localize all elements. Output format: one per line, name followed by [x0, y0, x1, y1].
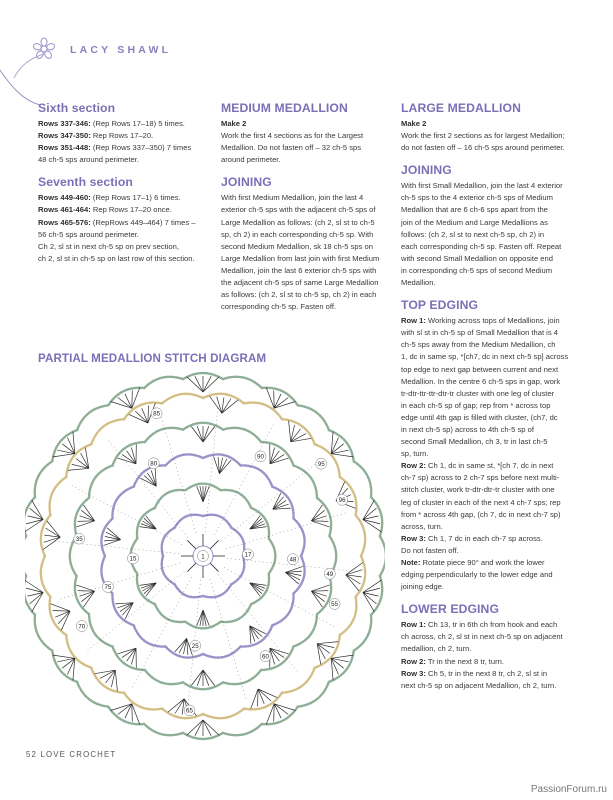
stitch-fan	[79, 516, 94, 521]
stitch-fan	[363, 500, 374, 519]
chain-loop	[162, 528, 175, 556]
instruction-line: top edge to next gap between current and next	[401, 364, 559, 374]
stitch-fan	[203, 377, 219, 392]
top-edging-body	[401, 315, 591, 593]
instruction-line: Work the first 2 sections as for largest Medallion;	[401, 131, 565, 141]
stitch-fan	[270, 648, 289, 654]
stitch-fan	[195, 376, 203, 392]
stitch-fan	[58, 611, 70, 624]
instruction-line: Large Medallion from last join with first Medium	[221, 253, 380, 263]
chain-loop	[221, 604, 252, 622]
instruction-line: joining edge.	[401, 582, 445, 592]
stitch-fan	[148, 406, 149, 423]
chain-loop	[25, 536, 26, 576]
instruction-line: second Medium Medallion, sk 18 ch-5 sps on	[221, 241, 373, 251]
stitch-fan	[270, 648, 279, 661]
stitch-fan	[197, 426, 203, 442]
chain-loop	[223, 377, 262, 388]
instruction-line: ch-5 sps to the 4 exterior ch-5 sps of Medium	[401, 193, 553, 203]
lower-edging-body	[401, 619, 591, 692]
lower-edging-title: LOWER EDGING	[401, 602, 500, 617]
medium-medallion-body	[221, 130, 396, 166]
stitch-fan	[84, 505, 95, 521]
instruction-line: ch across, ch 2, sl st in next ch-5 sp on adjacent	[401, 632, 563, 642]
instruction-line: Ch 2, sl st in next ch-5 sp on prev section,	[38, 241, 179, 251]
chain-loop	[282, 668, 315, 693]
chain-loop	[35, 615, 53, 651]
chain-loop	[145, 670, 183, 684]
row-number-label: 35	[75, 535, 83, 543]
stitch-fan	[195, 720, 203, 736]
instruction-line: next ch-5 sp on adjacent Medallion, ch 2, turn.	[401, 680, 557, 690]
stitch-fan	[191, 670, 203, 686]
chain-loop	[223, 724, 262, 735]
large-medallion-title: LARGE MEDALLION	[401, 101, 521, 115]
chain-loop	[294, 614, 318, 646]
sixth-section-body	[38, 118, 213, 166]
stitch-fan	[274, 704, 295, 711]
stitch-fan	[363, 588, 380, 592]
chain-loop	[144, 724, 183, 735]
chain-loop	[272, 594, 293, 626]
chain-loop	[112, 487, 133, 519]
stitch-fan	[317, 642, 338, 644]
stitch-fan	[76, 585, 94, 591]
instruction-line: Work the first 4 sections as for the Largest	[221, 131, 364, 141]
medium-make: Make 2	[221, 119, 247, 128]
stitch-fan	[346, 563, 363, 575]
instruction-line: as follows: (ch 2, sl st to ch-5 sp, ch 2) in each	[221, 290, 377, 300]
chain-loop	[162, 556, 175, 584]
stitch-fan	[274, 391, 275, 409]
instruction-line: Row 1: Working across tops of Medallions, join	[401, 316, 560, 326]
stitch-fan	[363, 593, 374, 612]
column-1	[38, 101, 213, 265]
instruction-line: around perimeter.	[221, 155, 281, 165]
stitch-fan	[76, 521, 94, 527]
stitch-fan	[68, 468, 89, 470]
instruction-line: 1, dc in same sp, *[ch7, dc in next ch-5 sp] across	[401, 352, 569, 362]
instruction-line: across, turn.	[401, 521, 443, 531]
stitch-fan	[44, 537, 61, 542]
instruction-line: Large Medallion as follows: (ch 2, sl st to ch-5	[221, 217, 375, 227]
chain-loop	[356, 515, 366, 556]
stitch-fan	[79, 591, 94, 596]
stitch-fan	[203, 610, 209, 626]
instruction-line: Row 1: Ch 13, tr in 6th ch from hook and each	[401, 620, 558, 630]
stitch-fan	[135, 411, 148, 423]
stitch-fan	[111, 402, 132, 409]
radial-guide	[222, 461, 320, 541]
row-number-label: 55	[331, 601, 339, 609]
stitch-fan	[311, 521, 329, 527]
seventh-section-title: Seventh section	[38, 175, 133, 190]
stitch-fan	[203, 426, 209, 442]
stitch-fan	[111, 704, 132, 711]
instruction-line: Rows 347-350: Rep Rows 17–20.	[38, 131, 154, 141]
stitch-fan	[270, 458, 289, 464]
instruction-line: in corresponding ch-5 sps of second Medium	[401, 265, 553, 275]
chain-loop	[89, 466, 113, 498]
stitch-fan	[32, 593, 43, 612]
chain-loop	[354, 615, 372, 651]
row-number-label: 85	[153, 410, 161, 418]
row-number-label: 1	[201, 553, 205, 561]
instruction-line: each corresponding ch-5 sp. Fasten off. Repeat	[401, 241, 562, 251]
stitch-fan	[197, 610, 203, 626]
instruction-line: Rows 449-460: (Rep Rows 17–1) 6 times.	[38, 193, 181, 203]
stitch-post	[187, 563, 195, 571]
column-3	[401, 101, 591, 692]
instruction-line: Medallion. Do not fasten off – 32 ch-5 sps	[221, 143, 362, 153]
stitch-fan	[346, 570, 363, 575]
instruction-line: 48 ch-5 sps around perimeter.	[38, 155, 139, 165]
stitch-fan	[258, 689, 271, 701]
stitch-fan	[311, 591, 326, 596]
instruction-line: Rows 461-464: Rep Rows 17–20 once.	[38, 205, 172, 215]
chain-loop	[294, 519, 305, 557]
stitch-fan	[270, 451, 279, 464]
stitch-fan	[311, 516, 326, 521]
stitch-fan	[117, 648, 136, 654]
chain-loop	[223, 428, 261, 442]
joining-body-1	[221, 192, 396, 313]
chain-loop	[231, 528, 244, 556]
stitch-post	[187, 540, 195, 548]
stitch-fan	[25, 580, 43, 592]
chain-loop	[203, 584, 231, 597]
instruction-line: edging perpendicularly to the lower edge and	[401, 570, 553, 580]
instruction-line: Medallion, join the last 6 exterior ch-5 sps with	[221, 265, 377, 275]
stitch-fan	[187, 720, 203, 735]
stitch-fan	[311, 585, 329, 591]
stitch-fan	[203, 670, 209, 686]
instruction-line: 56 ch-5 sps around perimeter.	[38, 229, 139, 239]
stitch-fan	[203, 670, 215, 686]
chain-loop	[91, 419, 124, 444]
stitch-diagram	[25, 366, 385, 746]
radial-guide	[108, 440, 188, 538]
instruction-line: in next ch-5 sp) across to 4th ch-5 sp of	[401, 424, 534, 434]
instruction-line: tr-dtr-ttr-ttr-dtr-tr cluster with one leg of cluster	[401, 388, 555, 398]
stitch-fan	[84, 591, 95, 607]
row-number-label: 49	[326, 571, 334, 579]
instruction-line: second Small Medallion, ch 3, tr in last ch-5	[401, 437, 548, 447]
instruction-line: follows: (ch 2, sl st to next ch-5 sp, ch 2) in	[401, 229, 545, 239]
row-number-label: 25	[191, 643, 199, 650]
instruction-line: sp, ch 2) in each corresponding ch-5 sp. With	[221, 229, 374, 239]
stitch-fan	[187, 377, 203, 392]
stitch-fan	[197, 670, 203, 686]
row-number-label: 90	[257, 453, 264, 461]
stitch-fan	[118, 704, 132, 715]
row-number-label: 80	[150, 460, 158, 468]
stitch-fan	[217, 397, 222, 414]
row-number-label: 15	[129, 555, 137, 563]
stitch-fan	[50, 604, 70, 611]
stitch-fan	[274, 704, 288, 715]
column-2	[221, 101, 396, 313]
joining-title-1: JOINING	[221, 175, 272, 190]
stitch-fan	[118, 398, 132, 409]
chain-loop	[41, 556, 51, 597]
stitch-fan	[32, 500, 43, 519]
instruction-line: leg of cluster in each of the next 4 ch-7 sps; rep	[401, 497, 561, 507]
stitch-fan	[26, 520, 43, 524]
instruction-line: Row 3: Ch 5, tr in the next 8 tr, ch 2, sl st in	[401, 668, 548, 678]
stitch-fan	[210, 396, 222, 413]
instruction-line: join of the Medium and Large Medallions as	[401, 217, 548, 227]
chain-loop	[241, 465, 273, 486]
stitch-fan	[363, 520, 382, 532]
instruction-line: With first Small Medallion, join the last 4 exterior	[401, 181, 563, 191]
stitch-fan	[53, 611, 70, 612]
stitch-fan	[289, 421, 291, 442]
stitch-fan	[200, 486, 203, 502]
section-header: LACY SHAWL	[70, 44, 172, 56]
chain-loop	[144, 377, 183, 388]
instruction-line: in each ch-5 sp of gap; rep from * across top	[401, 400, 551, 410]
chain-loop	[175, 584, 203, 597]
chain-loop	[89, 614, 113, 646]
stitch-fan	[168, 699, 184, 712]
chain-loop	[269, 538, 276, 573]
large-medallion-body	[401, 130, 591, 154]
chain-loop	[223, 670, 261, 684]
stitch-fan	[200, 610, 203, 626]
chain-loop	[155, 604, 186, 622]
stitch-fan	[346, 575, 359, 591]
stitch-post	[210, 563, 218, 571]
instruction-line: Row 3: Ch 1, 7 dc in each ch-7 sp across.	[401, 533, 543, 543]
stitch-fan	[203, 376, 211, 392]
top-edging-title: TOP EDGING	[401, 298, 479, 313]
chain-loop	[244, 403, 282, 420]
instruction-line: ch-7 sp) across to 2 ch-7 sps before next multi-	[401, 473, 560, 483]
instruction-line: Rows 337-346: (Rep Rows 17–18) 5 times.	[38, 119, 185, 128]
stitch-fan	[258, 689, 259, 706]
stitch-fan	[43, 537, 60, 549]
stitch-fan	[203, 720, 211, 736]
instruction-line: Row 2: Tr in the next 8 tr, turn.	[401, 656, 504, 666]
row-number-label: 48	[289, 556, 297, 564]
stitch-fan	[311, 591, 322, 607]
stitch-fan	[26, 588, 43, 592]
sixth-section-title: Sixth section	[38, 101, 116, 115]
row-number-label: 70	[78, 623, 86, 631]
row-number-label: 60	[262, 653, 269, 661]
chain-loop	[162, 394, 203, 404]
instruction-line: the adjacent ch-5 sps of same Large Medallion	[221, 278, 379, 288]
instruction-line: from * across 4th gap, (ch 7, dc in next ch-7 sp)	[401, 509, 561, 519]
diagram-title: PARTIAL MEDALLION STITCH DIAGRAM	[38, 352, 267, 365]
chain-loop	[124, 693, 162, 710]
instruction-line: corresponding ch-5 sp. Fasten off.	[221, 302, 337, 312]
stitch-fan	[331, 655, 353, 658]
stitch-fan	[117, 458, 136, 464]
stitch-fan	[53, 454, 75, 457]
instruction-line: Do not fasten off.	[401, 545, 459, 555]
chain-loop	[354, 461, 372, 497]
stitch-fan	[197, 486, 203, 502]
radial-guide	[218, 575, 298, 673]
chain-loop	[221, 490, 252, 508]
chain-loop	[134, 625, 166, 646]
instruction-line: stitch cluster, work tr-dtr-dtr-tr cluster with one	[401, 485, 555, 495]
instruction-line: Note: Rotate piece 90° and work the lower	[401, 558, 545, 567]
stitch-fan	[274, 398, 288, 409]
instruction-line: do not fasten off – 16 ch-5 sps around perimeter.	[401, 143, 565, 153]
row-number-label: 75	[104, 584, 112, 592]
page-footer: 52 LOVE CROCHET	[26, 750, 117, 759]
instruction-line: Row 2: Ch 1, dc in same st, *[ch 7, dc in next	[401, 461, 554, 471]
instruction-line: medallion, ch 2, turn.	[401, 644, 472, 654]
instruction-line: ch 2, sl st in ch-5 sp on last row of this section.	[38, 253, 195, 263]
chain-loop	[380, 536, 385, 576]
large-make: Make 2	[401, 119, 427, 128]
stitch-fan	[274, 402, 295, 409]
instruction-line: Medallion that are 6 ch-6 sps apart from the	[401, 205, 548, 215]
row-number-label: 65	[186, 707, 193, 715]
row-number-label: 95	[317, 461, 325, 468]
chain-loop	[50, 477, 67, 515]
chain-loop	[203, 709, 244, 719]
stitch-fan	[25, 520, 43, 532]
row-number-label: 96	[338, 497, 346, 505]
seventh-section-body	[38, 192, 213, 265]
chain-loop	[166, 454, 204, 465]
stitch-fan	[127, 648, 136, 661]
chain-loop	[145, 428, 183, 442]
stitch-fan	[203, 427, 215, 443]
chain-loop	[175, 515, 203, 528]
joining-title-2: JOINING	[401, 163, 452, 178]
stitch-fan	[274, 704, 275, 722]
stitch-fan	[203, 486, 209, 502]
medium-medallion-title: MEDIUM MEDALLION	[221, 101, 348, 115]
chain-loop	[231, 556, 244, 584]
instruction-line: Rows 465-576: (RepRows 449–464) 7 times –	[38, 217, 196, 227]
stitch-fan	[331, 454, 353, 457]
stitch-fan	[203, 610, 206, 626]
radial-guide	[87, 571, 184, 651]
stitch-fan	[132, 391, 133, 409]
stitch-fan	[311, 505, 322, 521]
instruction-line: Medallion. In the centre 6 ch-5 sps in gap, work	[401, 376, 561, 386]
stitch-fan	[132, 704, 133, 722]
stitch-fan	[203, 720, 219, 735]
chain-loop	[203, 647, 241, 658]
stitch-fan	[251, 689, 258, 709]
chain-loop	[35, 461, 53, 497]
instruction-line: with sl st in ch-5 sp of Small Medallion that is 4	[401, 328, 559, 338]
stitch-fan	[53, 655, 75, 658]
chain-loop	[155, 490, 186, 508]
stitch-fan	[191, 427, 203, 443]
stitch-post	[210, 540, 218, 548]
stitch-fan	[47, 521, 60, 537]
stitch-fan	[127, 451, 136, 464]
watermark: PassionForum.ru	[530, 784, 607, 795]
instruction-line: with second Small Medallion on opposite end	[401, 253, 553, 263]
instruction-line: ch-5 sps away from the Medium Medallion, ch	[401, 340, 556, 350]
chain-loop	[203, 515, 231, 528]
stitch-fan	[363, 520, 380, 524]
stitch-fan	[203, 486, 206, 502]
instruction-line: Medallion.	[401, 278, 436, 288]
instruction-line: edge until 4th gap is filled with cluster, (ch7, dc	[401, 412, 558, 422]
instruction-line: Rows 351-448: (Rep Rows 337–350) 7 times	[38, 143, 192, 153]
chain-loop	[340, 597, 357, 635]
instruction-line: exterior ch-5 sps with the adjacent ch-5 sps of	[221, 205, 376, 215]
stitch-fan	[115, 670, 117, 691]
row-number-label: 17	[244, 551, 252, 559]
joining-body-2	[401, 180, 591, 289]
stitch-fan	[222, 400, 238, 413]
chain-loop	[66, 635, 91, 668]
instruction-line: sp, turn.	[401, 449, 429, 459]
instruction-line: With first Medium Medallion, join the last 4	[221, 193, 364, 203]
stitch-fan	[363, 580, 382, 592]
chain-loop	[294, 466, 318, 498]
